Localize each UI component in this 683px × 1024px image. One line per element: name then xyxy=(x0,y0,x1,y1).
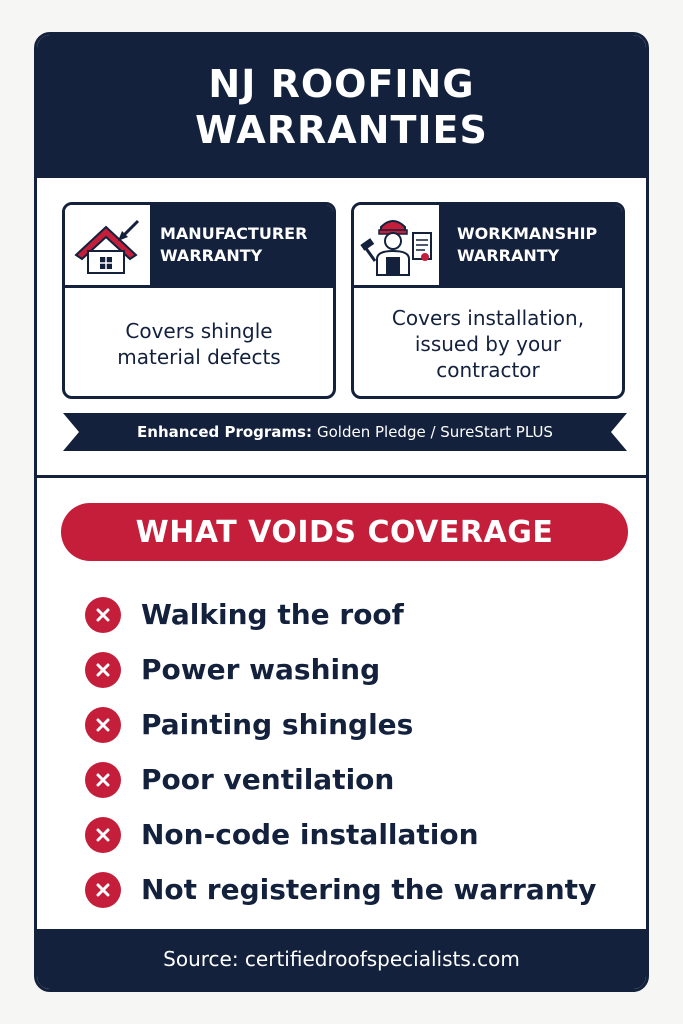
manufacturer-desc-line-2: material defects xyxy=(117,344,281,369)
x-circle-icon xyxy=(85,707,121,743)
manufacturer-warranty-box xyxy=(62,202,336,399)
ribbon-text xyxy=(63,413,627,451)
void-item-text: Power washing xyxy=(141,653,381,686)
workmanship-desc-line-2: issued by your xyxy=(414,331,562,356)
ribbon-value: Golden Pledge / SureStart PLUS xyxy=(316,423,553,441)
void-item-text: Painting shingles xyxy=(141,708,414,741)
manufacturer-warranty-description xyxy=(65,288,333,399)
voids-coverage-banner: WHAT VOIDS COVERAGE xyxy=(61,503,628,561)
workmanship-warranty-title xyxy=(439,205,622,285)
workmanship-title-line-1: WORKMANSHIP xyxy=(457,224,598,243)
warranty-infographic xyxy=(34,32,649,992)
header xyxy=(37,35,646,178)
voids-list xyxy=(85,587,625,917)
ribbon-label: Enhanced Programs: xyxy=(137,423,312,441)
manufacturer-title-line-2: WARRANTY xyxy=(160,246,263,265)
x-circle-icon xyxy=(85,872,121,908)
workmanship-warranty-description xyxy=(354,288,622,399)
workmanship-warranty-box xyxy=(351,202,625,399)
list-item xyxy=(85,807,625,862)
house-roof-icon xyxy=(65,205,150,285)
source-footer: Source: certifiedroofspecialists.com xyxy=(37,929,646,989)
workmanship-title-line-2: WARRANTY xyxy=(457,246,560,265)
list-item xyxy=(85,642,625,697)
manufacturer-warranty-title xyxy=(150,205,333,285)
void-item-text: Poor ventilation xyxy=(141,763,395,796)
list-item xyxy=(85,752,625,807)
workmanship-desc-line-3: contractor xyxy=(436,357,540,382)
void-item-text: Non-code installation xyxy=(141,818,479,851)
void-item-text: Walking the roof xyxy=(141,598,404,631)
list-item xyxy=(85,587,625,642)
workmanship-desc-line-1: Covers installation, xyxy=(391,305,585,330)
x-circle-icon xyxy=(85,762,121,798)
enhanced-programs-ribbon xyxy=(63,413,627,451)
x-circle-icon xyxy=(85,597,121,633)
x-circle-icon xyxy=(85,817,121,853)
manufacturer-title-line-1: MANUFACTURER xyxy=(160,224,308,243)
list-item xyxy=(85,862,625,917)
section-divider xyxy=(37,475,646,478)
roofer-contract-icon xyxy=(354,205,439,285)
list-item xyxy=(85,697,625,752)
title-line-2: WARRANTIES xyxy=(195,107,488,152)
workmanship-warranty-header xyxy=(354,205,622,288)
void-item-text: Not registering the warranty xyxy=(141,873,597,906)
x-circle-icon xyxy=(85,652,121,688)
manufacturer-warranty-header xyxy=(65,205,333,288)
manufacturer-desc-line-1: Covers shingle xyxy=(125,318,273,343)
title-line-1: NJ ROOFING xyxy=(208,61,475,106)
